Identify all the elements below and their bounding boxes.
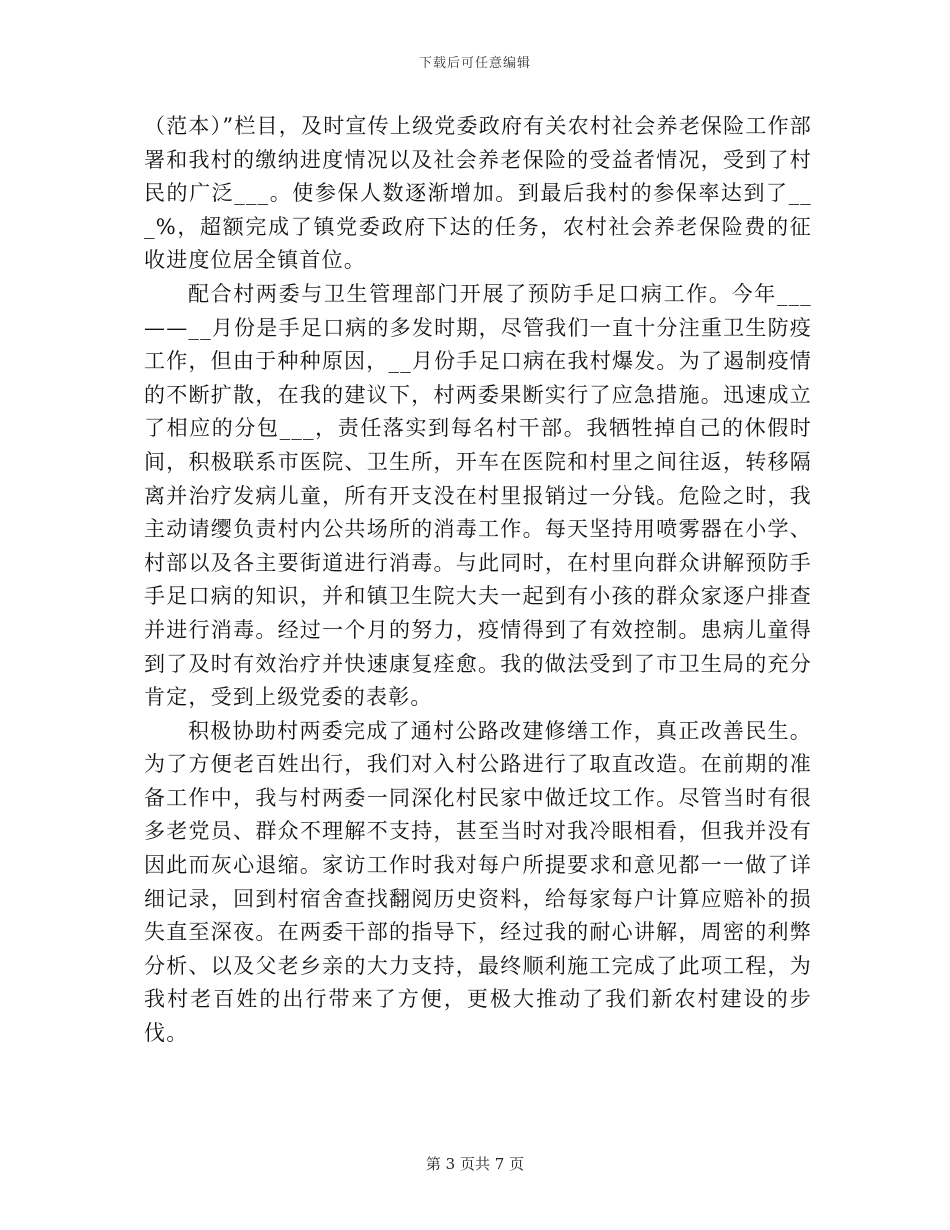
paragraph-continuation: （范本）”栏目，及时宣传上级党委政府有关农村社会养老保险工作部署和我村的缴纳进度情况以及社会养老保险的受益者情况，受到了村民的广泛___。使参保人数逐渐增加。到最后我村的参保率达到了___%，超额完成了镇党委政府下达的任务，农村社会养老保险费的征收进度位居全镇首位。 [144, 114, 812, 273]
page-footer: 第 3 页共 7 页 [425, 1155, 525, 1173]
page-header: 下载后可任意编辑 [418, 56, 531, 71]
paragraph-road-construction: 积极协助村两委完成了通村公路改建修缮工作，真正改善民生。为了方便老百姓出行，我们对入村公路进行了取直改造。在前期的准备工作中，我与村两委一同深化村民家中做迁坟工作。尽管当时有很多老党员、群众不理解不支持，甚至当时对我冷眼相看，但我并没有因此而灰心退缩。家访工作时我对每户所提要求和意见都一一做了详细记录，回到村宿舍查找翻阅历史资料，给每家每户计算应赔补的损失直至深夜。在两委干部的指导下，经过我的耐心讲解，周密的利弊分析、以及父老乡亲的大力支持，最终顺利施工完成了此项工程，为我村老百姓的出行带来了方便，更极大推动了我们新农村建设的步伐。 [144, 718, 812, 1046]
paragraph-disease-prevention: 配合村两委与卫生管理部门开展了预防手足口病工作。今年___——__月份是手足口病的多发时期，尽管我们一直十分注重卫生防疫工作，但由于种种原因，__月份手足口病在我村爆发。为了遏制疫情的不断扩散，在我的建议下，村两委果断实行了应急措施。迅速成立了相应的分包___，责任落实到每名村干部。我牺牲掉自己的休假时间，积极联系市医院、卫生所，开车在医院和村里之间往返，转移隔离并治疗发病儿童，所有开支没在村里报销过一分钱。危险之时，我主动请缨负责村内公共场所的消毒工作。每天坚持用喷雾器在小学、村部以及各主要街道进行消毒。与此同时，在村里向群众讲解预防手手足口病的知识，并和镇卫生院大夫一起到有小孩的群众家逐户排查并进行消毒。经过一个月的努力，疫情得到了有效控制。患病儿童得到了及时有效治疗并快速康复痊愈。我的做法受到了市卫生局的充分肯定，受到上级党委的表彰。 [144, 281, 812, 710]
document-body [144, 110, 812, 1051]
